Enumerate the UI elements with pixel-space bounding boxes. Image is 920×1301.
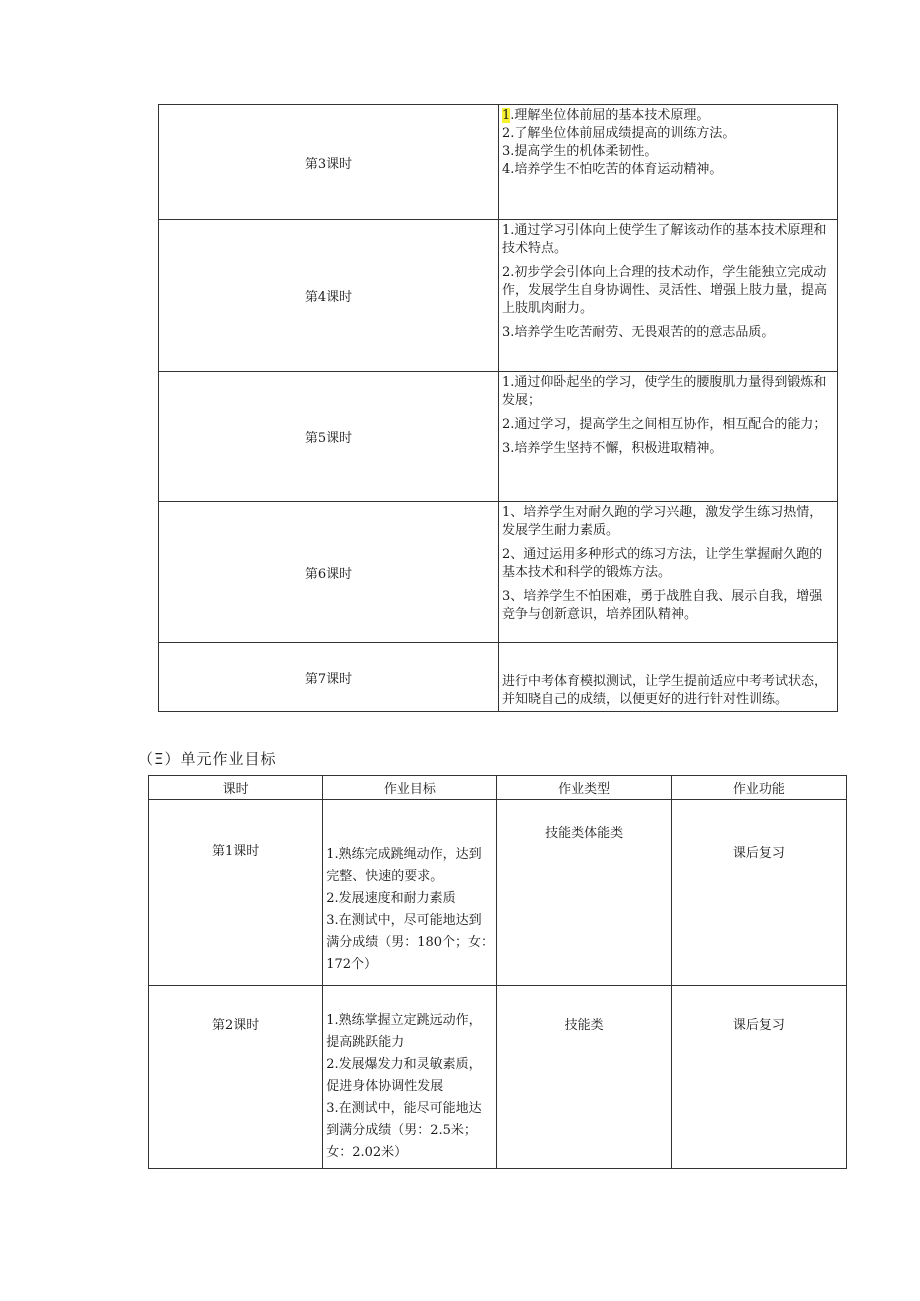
lesson-goals <box>499 220 838 372</box>
goal-item: 进行中考体育模拟测试，让学生提前适应中考考试状态，并知晓自己的成绩，以便更好的进行针对性训练。 <box>502 674 828 707</box>
lesson-label: 第4课时 <box>159 220 499 372</box>
goal-item: 2.通过学习，提高学生之间相互协作，相互配合的能力； <box>502 417 827 432</box>
goal-item: 1.理解坐位体前屈的基本技术原理。 <box>502 108 710 123</box>
lesson-objectives-table <box>158 104 838 712</box>
goal-cell <box>323 800 497 986</box>
goal-item: 1、培养学生对耐久跑的学习兴趣，激发学生练习热情，发展学生耐力素质。 <box>502 505 823 538</box>
column-header: 作业功能 <box>671 776 846 800</box>
goal-item: 3.提高学生的机体柔韧性。 <box>502 144 658 159</box>
section-heading: （Ξ）单元作业目标 <box>138 750 277 768</box>
lesson-label: 第5课时 <box>159 372 499 502</box>
goal-item: 1.熟练掌握立定跳远动作，提高跳跃能力 <box>326 1013 482 1050</box>
type-cell: 技能类 <box>497 986 671 1169</box>
goal-item: 1.通过学习引体向上使学生了解该动作的基本技术原理和技术特点。 <box>502 223 827 256</box>
lesson-goals <box>499 643 838 712</box>
goal-item: 4.培养学生不怕吃苦的体育运动精神。 <box>502 162 723 177</box>
table-row <box>159 643 838 712</box>
lesson-cell: 第1课时 <box>149 800 323 986</box>
lesson-label: 第3课时 <box>159 105 499 220</box>
table-row <box>159 372 838 502</box>
table-row <box>149 986 847 1169</box>
table-row <box>159 220 838 372</box>
column-header: 作业类型 <box>497 776 671 800</box>
table-row <box>149 800 847 986</box>
column-header: 课时 <box>149 776 323 800</box>
function-cell: 课后复习 <box>671 986 846 1169</box>
lesson-label: 第7课时 <box>159 643 499 712</box>
highlight-mark: 1 <box>502 108 511 123</box>
lesson-label: 第6课时 <box>159 502 499 643</box>
goal-item: 1.熟练完成跳绳动作，达到完整、快速的要求。 <box>326 847 482 884</box>
goal-cell <box>323 986 497 1169</box>
column-header: 作业目标 <box>323 776 497 800</box>
goal-item: 1.通过仰卧起坐的学习，使学生的腰腹肌力量得到锻炼和发展； <box>502 375 827 408</box>
function-cell: 课后复习 <box>671 800 846 986</box>
goal-item: 3.在测试中，能尽可能地达到满分成绩（男：2.5米；女：2.02米） <box>326 1101 482 1160</box>
homework-table <box>148 775 847 1169</box>
table-row <box>159 105 838 220</box>
lesson-goals <box>499 502 838 643</box>
lesson-goals <box>499 105 838 220</box>
type-cell: 技能类体能类 <box>497 800 671 986</box>
goal-item: 2.发展爆发力和灵敏素质，促进身体协调性发展 <box>326 1057 482 1094</box>
table-header-row <box>149 776 847 800</box>
goal-item: 3.培养学生吃苦耐劳、无畏艰苦的的意志品质。 <box>502 325 775 340</box>
lesson-cell: 第2课时 <box>149 986 323 1169</box>
lesson-goals <box>499 372 838 502</box>
goal-item: 2.初步学会引体向上合理的技术动作，学生能独立完成动作，发展学生自身协调性、灵活性、增强上肢力量，提高上肢肌肉耐力。 <box>502 265 828 316</box>
goal-item: 2.了解坐位体前屈成绩提高的训练方法。 <box>502 126 736 141</box>
table-row <box>159 502 838 643</box>
goal-item: 3、培养学生不怕困难，勇于战胜自我、展示自我，增强竞争与创新意识，培养团队精神。 <box>502 589 823 622</box>
goal-item: 3.培养学生坚持不懈，积极进取精神。 <box>502 441 723 456</box>
goal-item: 3.在测试中，尽可能地达到满分成绩（男：180个；女：172个） <box>326 913 495 972</box>
goal-item: 2.发展速度和耐力素质 <box>326 891 456 906</box>
goal-item: 2、通过运用多种形式的练习方法，让学生掌握耐久跑的基本技术和科学的锻炼方法。 <box>502 547 823 580</box>
